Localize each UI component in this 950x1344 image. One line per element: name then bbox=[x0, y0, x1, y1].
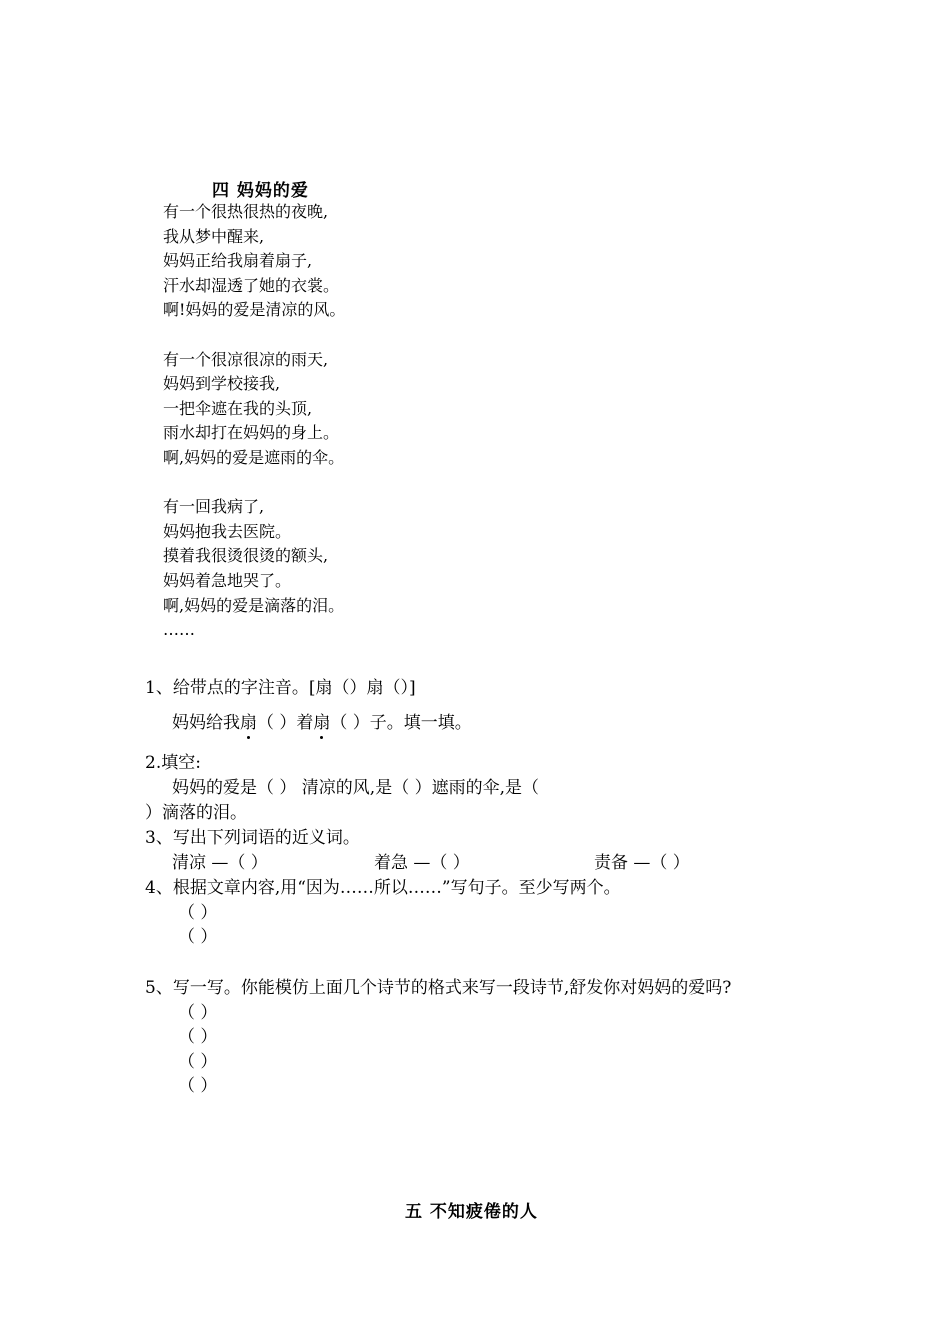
poem-line: 妈妈到学校接我, bbox=[163, 374, 281, 394]
poem-line: 妈妈着急地哭了。 bbox=[163, 570, 292, 590]
poem bbox=[163, 200, 345, 643]
poem-line bbox=[163, 471, 345, 496]
question-1-title: 1、给带点的字注音。[扇（）扇（）] bbox=[145, 678, 416, 698]
question-3-item-1[interactable]: 清凉 —（ ） bbox=[172, 853, 268, 873]
question-3-item-3[interactable]: 责备 —（ ） bbox=[594, 853, 690, 873]
question-3-item-2[interactable]: 着急 —（ ） bbox=[374, 853, 470, 873]
poem-line: 雨水却打在妈妈的身上。 bbox=[163, 423, 340, 443]
question-5-title: 5、写一写。你能模仿上面几个诗节的格式来写一段诗节,舒发你对妈妈的爱吗? bbox=[145, 978, 732, 998]
dotted-char: 扇 bbox=[313, 708, 330, 733]
poem-line: 啊,妈妈的爱是遮雨的伞。 bbox=[163, 447, 345, 467]
poem-line: 有一个很热很热的夜晚, bbox=[163, 202, 329, 221]
poem-line bbox=[163, 323, 345, 348]
poem-line: 一把伞遮在我的头顶, bbox=[163, 398, 313, 418]
poem-line: 我从梦中醒来, bbox=[163, 226, 265, 246]
question-2-line-2[interactable]: ）滴落的泪。 bbox=[145, 803, 247, 823]
poem-line: 有一个很凉很凉的雨天, bbox=[163, 349, 329, 369]
poem-line: 妈妈抱我去医院。 bbox=[163, 521, 292, 541]
answer-blank[interactable]: （ ） bbox=[178, 1052, 218, 1072]
question-1-text-a: 妈妈给我 bbox=[172, 713, 240, 733]
poem-line: 妈妈正给我扇着扇子, bbox=[163, 251, 313, 271]
answer-blank[interactable]: （ ） bbox=[178, 1003, 218, 1023]
answer-blank[interactable]: （ ）着 bbox=[257, 713, 314, 733]
question-2-title: 2.填空: bbox=[145, 753, 201, 773]
question-1-sentence bbox=[172, 708, 472, 733]
poem-line: …… bbox=[163, 620, 195, 640]
poem-line: 摸着我很烫很烫的额头, bbox=[163, 546, 329, 566]
dotted-char: 扇 bbox=[240, 708, 257, 733]
answer-blank[interactable]: （ ） bbox=[178, 927, 218, 947]
poem-line: 有一回我病了, bbox=[163, 497, 265, 517]
poem-line: 啊,妈妈的爱是滴落的泪。 bbox=[163, 595, 345, 615]
question-2-line-1[interactable]: 妈妈的爱是（ ） 清凉的风,是（ ）遮雨的伞,是（ bbox=[172, 778, 540, 798]
answer-blank[interactable]: （ ） bbox=[178, 1076, 218, 1096]
answer-blank[interactable]: （ ） bbox=[178, 903, 218, 923]
answer-blank[interactable]: （ ）子。填一填。 bbox=[330, 713, 472, 733]
question-3-title: 3、写出下列词语的近义词。 bbox=[145, 828, 360, 848]
answer-blank[interactable]: （ ） bbox=[178, 1027, 218, 1047]
poem-line: 汗水却湿透了她的衣裳。 bbox=[163, 275, 340, 295]
poem-line: 啊!妈妈的爱是清凉的风。 bbox=[163, 300, 346, 320]
lesson-title: 四 妈妈的爱 bbox=[212, 181, 309, 201]
lesson-title: 五 不知疲倦的人 bbox=[405, 1202, 538, 1222]
question-4-title: 4、根据文章内容,用“因为……所以……”写句子。至少写两个。 bbox=[145, 878, 621, 898]
